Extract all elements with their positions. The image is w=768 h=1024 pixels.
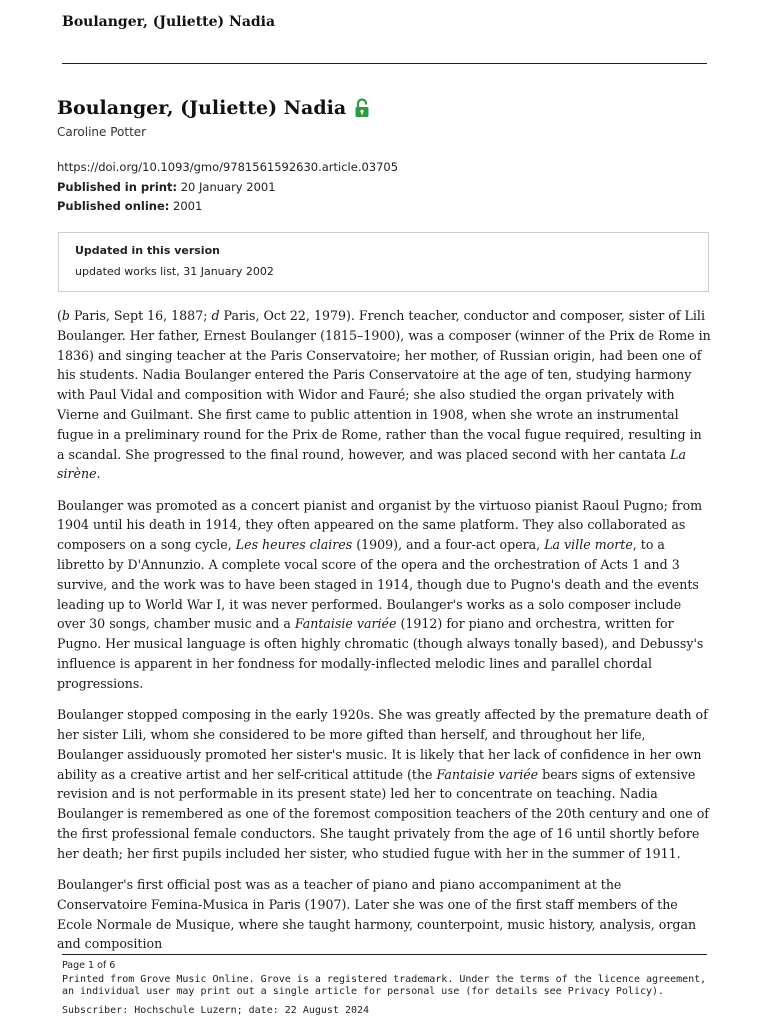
italic-text: d bbox=[211, 308, 220, 323]
subscriber-info: Subscriber: Hochschule Luzern; date: 22 August 2024 bbox=[62, 1005, 370, 1016]
article-title-row bbox=[57, 97, 370, 119]
body-paragraph: (b Paris, Sept 16, 1887; d Paris, Oct 22, 1979). French teacher, conductor and composer, sister of Lili Boulanger. Her father, Ernest Boulanger (1815–1900), was a composer (winner of the Prix de Rome in 1836) and singing teacher at the Paris Conservatoire; her mother, of Russian origin, had been one of his students. Nadia Boulanger entered the Paris Conservatoire at the age of ten, studying harmony with Paul Vidal and composition with Widor and Fauré; she also studied the organ privately with Vierne and Guilmant. She first came to public attention in 1908, when she wrote an instrumental fugue in a preliminary round for the Prix de Rome, rather than the vocal fugue required, resulting in a scandal. She progressed to the final round, however, and was placed second with her cantata La sirène. bbox=[57, 308, 711, 482]
update-box-title: Updated in this version bbox=[75, 244, 220, 257]
publication-metadata bbox=[57, 158, 398, 217]
italic-text: Les heures claires bbox=[235, 537, 353, 553]
footer-divider bbox=[62, 954, 707, 955]
article-title: Boulanger, (Juliette) Nadia bbox=[57, 97, 347, 119]
published-online bbox=[57, 197, 398, 217]
italic-text: Fantaisie variée bbox=[436, 766, 539, 782]
italic-text: La ville morte bbox=[544, 537, 633, 553]
doi-link[interactable]: https://doi.org/10.1093/gmo/9781561592630.article.03705 bbox=[57, 160, 399, 174]
update-box-text: updated works list, 31 January 2002 bbox=[75, 265, 274, 278]
published-print bbox=[57, 178, 398, 198]
page-footer bbox=[62, 960, 707, 1017]
published-print-label: Published in print: bbox=[57, 179, 178, 194]
copyright-notice: Printed from Grove Music Online. Grove is a registered trademark. Under the terms of the licence agreement, an individual user may print out a single article for personal use (for details see Privacy Policy). bbox=[62, 974, 707, 997]
published-online-label: Published online: bbox=[57, 199, 170, 213]
running-header-title: Boulanger, (Juliette) Nadia bbox=[62, 14, 276, 30]
italic-text: La sirène bbox=[57, 446, 687, 482]
page-number: Page 1 of 6 bbox=[62, 960, 116, 971]
body-paragraph: Boulanger was promoted as a concert pianist and organist by the virtuoso pianist Raoul Pugno; from 1904 until his death in 1914, they often appeared on the same platform. They also collaborated as composers on a song cycle, Les heures claires (1909), and a four-act opera, La ville morte, to a libretto by D'Annunzio. A complete vocal score of the opera and the orchestration of Acts 1 and 3 survive, and the work was to have been staged in 1914, though due to Pugno's death and the events leading up to World War I, it was never performed. Boulanger's works as a solo composer include over 30 songs, chamber music and a Fantaisie variée (1912) for piano and orchestra, written for Pugno. Her musical language is often highly chromatic (though always tonally based), and Debussy's influence is apparent in her fondness for modally-inflected melodic lines and parallel chordal progressions. bbox=[57, 497, 704, 691]
header-divider bbox=[62, 63, 707, 64]
body-paragraph: Boulanger's first official post was as a teacher of piano and piano accompaniment at the Conservatoire Femina-Musica in Paris (1907). Later she was one of the first staff members of the Ecole Normale de Musique, where she taught harmony, counterpoint, music history, analysis, organ and composition bbox=[57, 877, 697, 952]
italic-text: Fantaisie variée bbox=[294, 616, 397, 632]
version-update-box bbox=[58, 232, 709, 292]
article-author: Caroline Potter bbox=[57, 125, 147, 139]
body-paragraph: Boulanger stopped composing in the early 1920s. She was greatly affected by the premature death of her sister Lili, whom she considered to be more gifted than herself, and throughout her life, Boulanger assiduously promoted her sister's music. It is likely that her lack of confidence in her own ability as a creative artist and her self-critical attitude (the Fantaisie variée bears signs of extensive revision and is not performable in its present state) led her to concentrate on teaching. Nadia Boulanger is remembered as one of the foremost composition teachers of the 20th century and one of the first professional female conductors. She taught privately from the age of 16 until shortly before her death; her first pupils included her sister, who studied fugue with her in the summer of 1911. bbox=[57, 707, 709, 861]
italic-text: b bbox=[61, 308, 70, 323]
published-online-value: 2001 bbox=[169, 199, 203, 213]
article-body bbox=[57, 306, 712, 966]
open-lock-icon bbox=[354, 98, 370, 118]
published-print-value: 20 January 2001 bbox=[177, 179, 276, 194]
